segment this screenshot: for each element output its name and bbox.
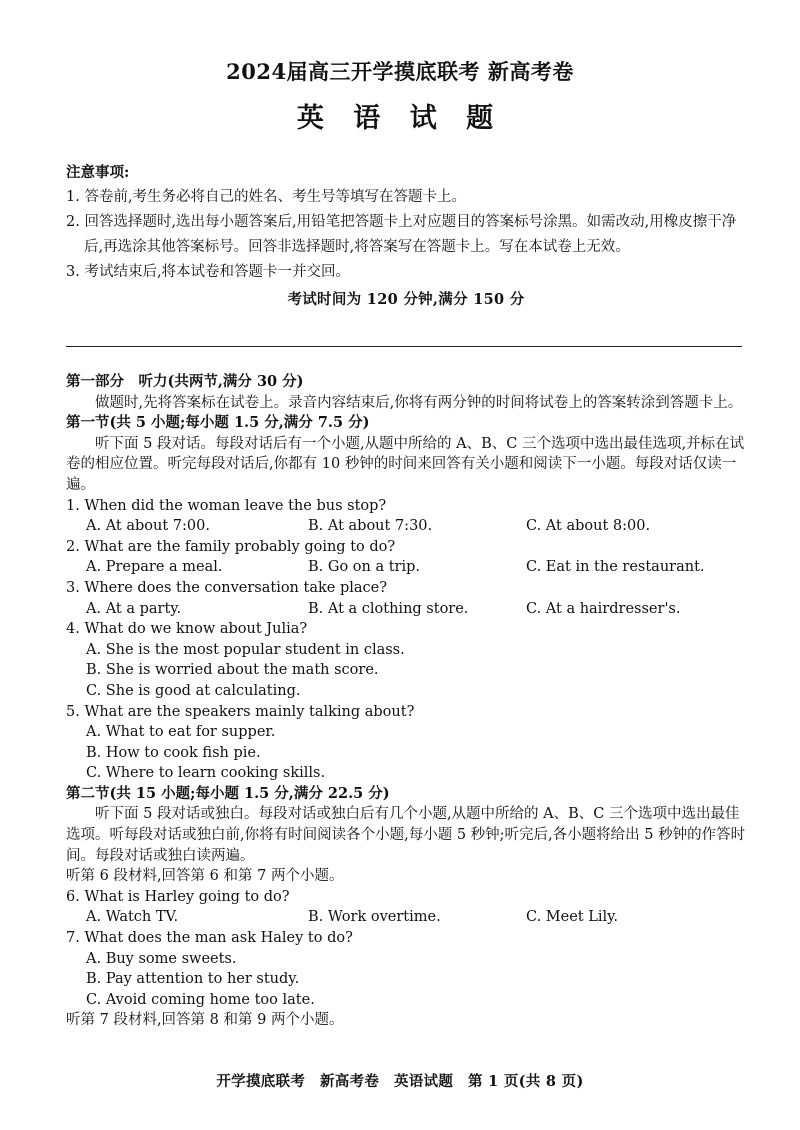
- option-c: C. At a hairdresser's.: [526, 600, 681, 617]
- note-item-3: 3. 考试结束后,将本试卷和答题卡一并交回。: [66, 264, 351, 280]
- question-5: [66, 702, 746, 784]
- divider: [66, 346, 742, 347]
- notes-section: [66, 160, 746, 312]
- option-b: B. At about 7:30.: [308, 518, 433, 535]
- section2-instruction: 听下面 5 段对话或独白。每段对话或独白后有几个小题,从题中所给的 A、B、C 三个选项中选出最佳选项。听每段对话或独白前,你将有时间阅读各个小题,每小题 5 秒钟;听完后,各小题将给出 5 秒钟的作答时间。每段对话或独白读两遍。: [66, 806, 746, 864]
- option-c: C. At about 8:00.: [526, 518, 651, 535]
- option-a: A. At about 7:00.: [86, 518, 210, 535]
- note-item-1: 1. 答卷前,考生务必将自己的姓名、考生号等填写在答题卡上。: [66, 189, 467, 205]
- exam-time-line: 考试时间为 120 分钟,满分 150 分: [287, 291, 525, 308]
- part1-heading: 第一部分 听力(共两节,满分 30 分): [66, 373, 304, 390]
- question-3: [66, 578, 746, 619]
- option-a: A. Buy some sweets.: [86, 950, 237, 967]
- question-1: [66, 496, 746, 537]
- option-c: C. Where to learn cooking skills.: [86, 765, 326, 782]
- option-a: A. What to eat for supper.: [86, 724, 276, 741]
- material-7-note: 听第 7 段材料,回答第 8 和第 9 两个小题。: [66, 1012, 344, 1029]
- section2-heading: 第二节(共 15 小题;每小题 1.5 分,满分 22.5 分): [66, 784, 390, 802]
- question-7: [66, 928, 746, 1010]
- option-b: B. She is worried about the math score.: [86, 662, 379, 679]
- option-b: B. At a clothing store.: [308, 600, 469, 617]
- part1-instruction: 做题时,先将答案标在试卷上。录音内容结束后,你将有两分钟的时间将试卷上的答案转涂到答题卡上。: [95, 394, 743, 411]
- exam-title: 2024届高三开学摸底联考 新高考卷: [226, 59, 574, 84]
- question-2: [66, 537, 746, 578]
- page-footer: 开学摸底联考 新高考卷 英语试题 第 1 页(共 8 页): [216, 1073, 584, 1090]
- option-b: B. Go on a trip.: [308, 559, 421, 576]
- subject-title: 英 语 试 题: [296, 103, 504, 134]
- question-stem: 6. What is Harley going to do?: [66, 888, 290, 905]
- option-a: A. Watch TV.: [86, 909, 179, 926]
- section1-instruction: 听下面 5 段对话。每段对话后有一个小题,从题中所给的 A、B、C 三个选项中选出最佳选项,并标在试卷的相应位置。听完每段对话后,你都有 10 秒钟的时间来回答有关小题和阅读下一小题。每段对话仅读一遍。: [66, 435, 745, 493]
- question-stem: 4. What do we know about Julia?: [66, 621, 308, 638]
- material-6-note: 听第 6 段材料,回答第 6 和第 7 两个小题。: [66, 868, 344, 885]
- option-b: B. Pay attention to her study.: [86, 971, 300, 988]
- option-c: C. Avoid coming home too late.: [86, 991, 315, 1008]
- question-stem: 7. What does the man ask Haley to do?: [66, 930, 353, 947]
- section1-heading: 第一节(共 5 小题;每小题 1.5 分,满分 7.5 分): [66, 414, 370, 432]
- question-4: [66, 619, 746, 701]
- option-a: A. She is the most popular student in class.: [86, 641, 405, 658]
- option-c: C. Eat in the restaurant.: [526, 559, 705, 576]
- note-item-2: 2. 回答选择题时,选出每小题答案后,用铅笔把答题卡上对应题目的答案标号涂黑。如需改动,用橡皮擦干净后,再选涂其他答案标号。回答非选择题时,将答案写在答题卡上。写在本试卷上无效。: [66, 214, 737, 255]
- option-a: A. At a party.: [86, 600, 182, 617]
- listening-part: [66, 372, 746, 1031]
- question-stem: 1. When did the woman leave the bus stop?: [66, 497, 387, 514]
- notes-heading: 注意事项:: [66, 164, 130, 181]
- question-stem: 5. What are the speakers mainly talking about?: [66, 703, 415, 720]
- question-6: [66, 887, 746, 928]
- option-b: B. Work overtime.: [308, 909, 441, 926]
- option-a: A. Prepare a meal.: [86, 559, 223, 576]
- option-c: C. Meet Lily.: [526, 909, 619, 926]
- option-c: C. She is good at calculating.: [86, 682, 301, 699]
- question-stem: 3. Where does the conversation take place?: [66, 579, 387, 596]
- option-b: B. How to cook fish pie.: [86, 744, 261, 761]
- question-stem: 2. What are the family probably going to do?: [66, 538, 396, 555]
